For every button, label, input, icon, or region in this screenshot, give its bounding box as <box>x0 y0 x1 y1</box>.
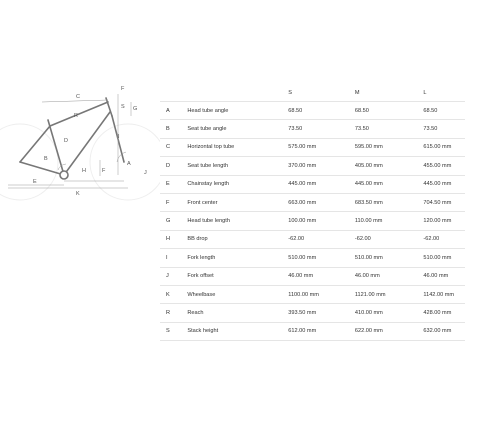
row-value-m: 110.00 mm <box>355 212 424 230</box>
row-value-s: 663.00 mm <box>288 193 355 211</box>
diagram-label-e: E <box>33 179 37 185</box>
row-value-m: -62.00 <box>355 230 424 248</box>
row-name: Seat tube angle <box>187 120 288 138</box>
header-size-l: L <box>423 84 465 102</box>
table-row <box>160 322 465 340</box>
row-value-s: 1100.00 mm <box>288 285 355 303</box>
frame-geometry-diagram <box>0 80 160 210</box>
row-key: G <box>160 212 187 230</box>
diagram-label-h: H <box>82 168 86 174</box>
table-header-row <box>160 84 465 102</box>
row-value-s: 445.00 mm <box>288 175 355 193</box>
row-name: BB drop <box>187 230 288 248</box>
diagram-label-a: A <box>127 161 131 167</box>
row-key: D <box>160 157 187 175</box>
row-key: B <box>160 120 187 138</box>
diagram-label-g: F <box>121 86 125 92</box>
table-row <box>160 267 465 285</box>
table-row <box>160 120 465 138</box>
header-key-cell <box>160 84 187 102</box>
row-value-m: 1121.00 mm <box>355 285 424 303</box>
row-key: S <box>160 322 187 340</box>
row-key: H <box>160 230 187 248</box>
table-row <box>160 138 465 156</box>
table-row <box>160 157 465 175</box>
row-key: C <box>160 138 187 156</box>
row-value-m: 445.00 mm <box>355 175 424 193</box>
diagram-label-k: K <box>76 191 80 197</box>
row-value-m: 73.50 <box>355 120 424 138</box>
row-key: J <box>160 267 187 285</box>
row-value-m: 46.00 mm <box>355 267 424 285</box>
row-value-m: 510.00 mm <box>355 249 424 267</box>
diagram-label-i: I <box>118 134 120 140</box>
row-name: Fork offset <box>187 267 288 285</box>
frame-geometry-drawing <box>0 80 160 210</box>
diagram-label-c: C <box>76 94 80 100</box>
diagram-label-f: F <box>102 168 106 174</box>
row-name: Head tube angle <box>187 102 288 120</box>
diagram-label-j: J <box>144 170 147 176</box>
row-value-s: 393.50 mm <box>288 304 355 322</box>
row-value-l: 455.00 mm <box>423 157 465 175</box>
diagram-label-g-head: G <box>133 106 138 112</box>
row-value-s: 370.00 mm <box>288 157 355 175</box>
row-name: Seat tube length <box>187 157 288 175</box>
row-key: R <box>160 304 187 322</box>
row-value-l: 615.00 mm <box>423 138 465 156</box>
row-key: E <box>160 175 187 193</box>
row-value-m: 410.00 mm <box>355 304 424 322</box>
row-value-s: 510.00 mm <box>288 249 355 267</box>
row-value-l: 704.50 mm <box>423 193 465 211</box>
row-value-l: 428.00 mm <box>423 304 465 322</box>
row-value-l: 445.00 mm <box>423 175 465 193</box>
row-value-m: 405.00 mm <box>355 157 424 175</box>
row-name: Stack height <box>187 322 288 340</box>
row-key: I <box>160 249 187 267</box>
header-name-cell <box>187 84 288 102</box>
row-name: Fork length <box>187 249 288 267</box>
row-name: Reach <box>187 304 288 322</box>
row-value-l: 1142.00 mm <box>423 285 465 303</box>
row-value-l: 632.00 mm <box>423 322 465 340</box>
rear-wheel <box>0 124 58 200</box>
row-value-l: 510.00 mm <box>423 249 465 267</box>
diagram-label-b: B <box>44 156 48 162</box>
row-key: K <box>160 285 187 303</box>
row-name: Chainstay length <box>187 175 288 193</box>
row-value-m: 595.00 mm <box>355 138 424 156</box>
diagram-label-d: D <box>64 138 68 144</box>
row-value-s: 68.50 <box>288 102 355 120</box>
row-value-s: -62.00 <box>288 230 355 248</box>
row-value-l: 46.00 mm <box>423 267 465 285</box>
table-row <box>160 193 465 211</box>
row-value-m: 622.00 mm <box>355 322 424 340</box>
row-value-s: 612.00 mm <box>288 322 355 340</box>
row-value-m: 683.50 mm <box>355 193 424 211</box>
row-value-l: 73.50 <box>423 120 465 138</box>
table-row <box>160 212 465 230</box>
header-size-m: M <box>355 84 424 102</box>
row-name: Front center <box>187 193 288 211</box>
table-row <box>160 249 465 267</box>
row-value-l: -62.00 <box>423 230 465 248</box>
row-name: Horizontal top tube <box>187 138 288 156</box>
front-wheel <box>90 124 160 200</box>
row-value-s: 73.50 <box>288 120 355 138</box>
table-row <box>160 102 465 120</box>
diagram-label-s: S <box>121 104 125 110</box>
header-size-s: S <box>288 84 355 102</box>
geometry-table <box>160 84 465 341</box>
row-key: F <box>160 193 187 211</box>
row-key: A <box>160 102 187 120</box>
table-row <box>160 285 465 303</box>
row-value-s: 46.00 mm <box>288 267 355 285</box>
frame-outline <box>20 98 124 179</box>
row-value-m: 68.50 <box>355 102 424 120</box>
row-value-s: 575.00 mm <box>288 138 355 156</box>
row-value-l: 68.50 <box>423 102 465 120</box>
table-row <box>160 304 465 322</box>
table-row <box>160 230 465 248</box>
diagram-label-r: R <box>74 113 78 119</box>
row-value-l: 120.00 mm <box>423 212 465 230</box>
row-name: Wheelbase <box>187 285 288 303</box>
row-name: Head tube length <box>187 212 288 230</box>
dimension-lines <box>8 94 131 188</box>
table-row <box>160 175 465 193</box>
geometry-table-body <box>160 84 465 341</box>
row-value-s: 100.00 mm <box>288 212 355 230</box>
